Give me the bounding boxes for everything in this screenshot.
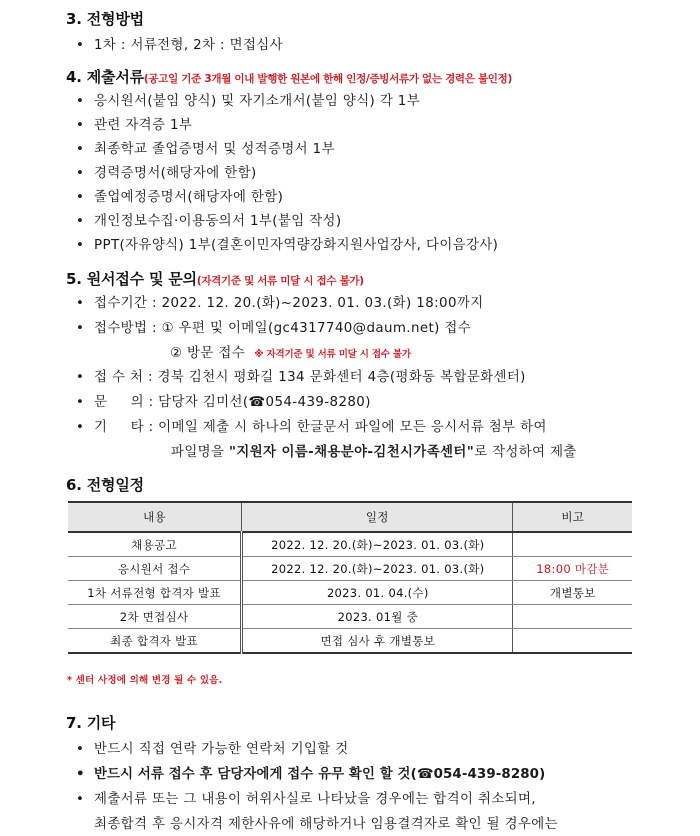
section-4-title: 4. 제출서류(공고일 기준 3개월 이내 발행한 원본에 한해 인정/증빙서류가 없는 경력은 불인정) [66, 68, 512, 86]
list-item: • 응시원서(붙임 양식) 및 자기소개서(붙임 양식) 각 1부 [76, 94, 421, 109]
header-content: 내용 [68, 502, 242, 532]
table-row: 최종 합격자 발표 면접 심사 후 개별통보 [68, 629, 632, 654]
bullet-icon: • [76, 166, 85, 181]
header-remark: 비고 [513, 502, 632, 532]
list-item: • 경력증명서(해당자에 한함) [76, 166, 257, 181]
table-header-row [68, 502, 632, 532]
list-item: • 기 타 : 이메일 제출 시 하나의 한글문서 파일에 모든 응시서류 첨부 하여 [76, 420, 547, 435]
method-visit: ② 방문 접수 ※ 자격기준 및 서류 미달 시 접수 불가 [170, 346, 411, 361]
list-item: • PPT(자유양식) 1부(결혼이민자역량강화지원사업강사, 다이음강사) [76, 238, 499, 253]
section-3-title: 3. 전형방법 [66, 10, 144, 28]
schedule-table [68, 501, 632, 654]
bullet-icon: • [76, 370, 85, 385]
section-5-title: 5. 원서접수 및 문의(자격기준 및 서류 미달 시 접수 불가) [66, 270, 364, 288]
section-7-title: 7. 기타 [66, 714, 116, 732]
list-item: • 반드시 직접 연락 가능한 연락처 기입할 것 [76, 742, 349, 757]
bullet-icon: • [76, 190, 85, 205]
table-row: 1차 서류전형 합격자 발표 2023. 01. 04.(수) 개별통보 [68, 581, 632, 605]
bullet-icon: • [76, 420, 85, 435]
list-item: • 접수기간 : 2022. 12. 20.(화)~2023. 01. 03.(화) 18:00까지 [76, 296, 484, 311]
section-5-note: (자격기준 및 서류 미달 시 접수 불가) [196, 275, 364, 287]
list-item: • 개인정보수집·이용동의서 1부(붙임 작성) [76, 214, 342, 229]
section-6-title: 6. 전형일정 [66, 476, 144, 494]
list-item-continuation: 최종합격 후 응시자격 제한사유에 해당하거나 임용결격자로 확인 될 경우에는 [94, 817, 558, 832]
bullet-icon: • [76, 742, 85, 757]
bullet-icon: • [76, 321, 85, 336]
list-item: • 접 수 처 : 경북 김천시 평화길 134 문화센터 4층(평화동 복합문화센터) [76, 370, 526, 385]
schedule-footnote: * 센터 사정에 의해 변경 될 수 있음. [67, 675, 223, 686]
table-row: 채용공고 2022. 12. 20.(화)~2023. 01. 03.(화) [68, 532, 632, 557]
bullet-icon: • [76, 792, 85, 807]
list-item: • 1차 : 서류전형, 2차 : 면접심사 [76, 38, 283, 53]
list-item: • 문 의 : 담당자 김미선(☎054-439-8280) [76, 395, 371, 410]
list-item: • 접수방법 : ① 우편 및 이메일(gc4317740@daum.net) 접수 [76, 321, 472, 336]
list-item: • 졸업예정증명서(해당자에 한함) [76, 190, 284, 205]
bullet-icon: • [76, 214, 85, 229]
list-item: • 최종학교 졸업증명서 및 성적증명서 1부 [76, 142, 335, 157]
bullet-icon: • [76, 395, 85, 410]
bullet-icon: • [76, 38, 85, 53]
bullet-icon: • [76, 767, 85, 782]
list-item: • 반드시 서류 접수 후 담당자에게 접수 유무 확인 할 것(☎054-439-8280) [76, 767, 546, 782]
bullet-icon: • [76, 118, 85, 133]
table-row: 2차 면접심사 2023. 01월 중 [68, 605, 632, 629]
list-item: • 관련 자격증 1부 [76, 118, 193, 133]
header-schedule: 일정 [242, 502, 513, 532]
etc-continuation: 파일명을 "지원자 이름-채용분야-김천시가족센터"로 작성하여 제출 [171, 445, 577, 460]
bullet-icon: • [76, 238, 85, 253]
section-4-note: (공고일 기준 3개월 이내 발행한 원본에 한해 인정/증빙서류가 없는 경력은 불인정) [143, 73, 512, 85]
bullet-icon: • [76, 94, 85, 109]
method-visit-note: ※ 자격기준 및 서류 미달 시 접수 불가 [254, 349, 411, 360]
list-item: • 제출서류 또는 그 내용이 허위사실로 나타났을 경우에는 합격이 취소되며, [76, 792, 536, 807]
bullet-icon: • [76, 296, 85, 311]
bullet-icon: • [76, 142, 85, 157]
table-row: 응시원서 접수 2022. 12. 20.(화)~2023. 01. 03.(화) 18:00 마감분 [68, 557, 632, 581]
